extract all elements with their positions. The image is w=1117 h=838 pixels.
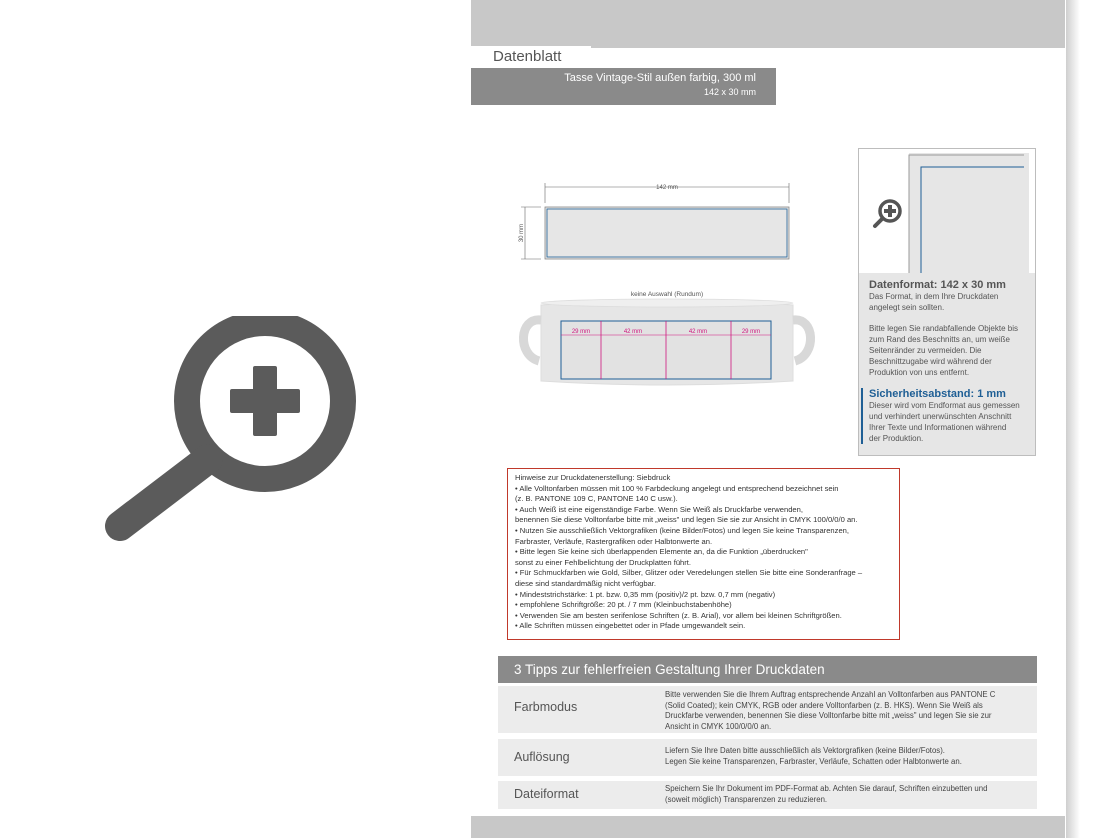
mug-handle-right xyxy=(793,320,811,361)
bleed-text-3: Seitenränder zu vermeiden. Die xyxy=(869,346,982,355)
product-name: Tasse Vintage-Stil außen farbig, 300 ml xyxy=(564,72,756,84)
mug-handle-left xyxy=(523,320,541,361)
segment-label-4: 29 mm xyxy=(741,329,761,335)
tip-text-line: Legen Sie keine Transparenzen, Farbraster, Verläufe, Schatten oder Halbtonwerte an. xyxy=(665,756,962,766)
bleed-text-4: Beschnittzugabe wird während der xyxy=(869,357,992,366)
tip-label: Auflösung xyxy=(514,750,570,764)
tip-text xyxy=(665,690,1025,732)
tip-row-file-format xyxy=(498,781,1037,809)
page-title: Datenblatt xyxy=(471,46,591,68)
tip-text-line: Druckfarbe verwenden, benennen Sie diese Volltonfarbe bitte mit „weiss" und legen Sie sie zur xyxy=(665,711,992,720)
safety-section xyxy=(861,388,1025,444)
tip-text xyxy=(665,784,1025,805)
hint-line: benennen Sie diese Volltonfarbe bitte mit „weiss" und legen Sie sie zur Ansicht in CMYK 100/0/0/0 an. xyxy=(515,515,858,525)
bleed-text-2: zum Rand des Beschnitts an, um weiße xyxy=(869,335,1010,344)
safety-text-3: Ihrer Texte und Informationen während xyxy=(869,423,1007,432)
tip-label: Farbmodus xyxy=(514,700,578,714)
hint-line: • Nutzen Sie ausschließlich Vektorgrafiken (keine Bilder/Fotos) und legen Sie keine Transparenzen, xyxy=(515,525,850,535)
tip-text xyxy=(665,746,1025,767)
segment-label-1: 29 mm xyxy=(571,329,591,335)
bleed-text-1: Bitte legen Sie randabfallende Objekte bis xyxy=(869,324,1018,333)
hint-line: • Verwenden Sie am besten serifenlose Schriften (z. B. Arial), vor allem bei kleinen Schriftgrößen. xyxy=(515,610,842,620)
format-info xyxy=(859,273,1035,455)
data-format-box xyxy=(858,148,1036,456)
print-hints-box xyxy=(507,468,900,640)
safety-text-4: der Produktion. xyxy=(869,434,924,443)
height-label: 30 mm xyxy=(519,223,525,243)
corner-preview xyxy=(859,149,1035,273)
format-text-2: angelegt sein sollten. xyxy=(869,303,945,312)
tip-text-line: Liefern Sie Ihre Daten bitte ausschließlich als Vektorgrafiken (keine Bilder/Fotos). xyxy=(665,746,945,755)
print-area-rect xyxy=(545,207,789,259)
tip-row-color-mode xyxy=(498,686,1037,733)
hint-line: • Bitte legen Sie keine sich überlappenden Elemente an, da die Funktion „überdrucken" xyxy=(515,547,808,557)
product-bar xyxy=(471,68,776,105)
hint-line: • empfohlene Schriftgröße: 20 pt. / 7 mm (Kleinbuchstabenhöhe) xyxy=(515,600,732,610)
tip-text-line: (Solid Coated); kein CMYK, RGB oder andere Volltonfarben (z. B. HKS). Wenn Sie Weiß als xyxy=(665,700,983,710)
tip-text-line: Bitte verwenden Sie die Ihrem Auftrag entsprechende Anzahl an Volltonfarben aus PANTONE C xyxy=(665,690,996,699)
hint-line: • Mindeststrichstärke: 1 pt. bzw. 0,35 mm (positiv)/2 pt. bzw. 0,7 mm (negativ) xyxy=(515,589,776,599)
product-size: 142 x 30 mm xyxy=(703,87,756,97)
bottom-band xyxy=(471,816,1065,838)
tip-text-line: (soweit möglich) Transparenzen zu reduzieren. xyxy=(665,794,828,804)
safety-title: Sicherheitsabstand: 1 mm xyxy=(869,388,1006,400)
hint-line: sonst zu einer Fehlbelichtung der Druckplatten führt. xyxy=(515,557,692,567)
safety-text-2: und verhindert unerwünschten Anschnitt xyxy=(869,412,1012,421)
tip-text-line: Speichern Sie Ihr Dokument im PDF-Format ab. Achten Sie darauf, Schriften einzubetten und xyxy=(665,784,988,793)
hint-line: • Alle Volltonfarben müssen mit 100 % Farbdeckung angelegt und entsprechend bezeichnet sein xyxy=(515,483,839,493)
zoom-in-small-icon[interactable] xyxy=(871,197,905,231)
hint-line: Farbraster, Verläufe, Rastergrafiken oder Halbtonwerte an. xyxy=(515,536,713,546)
segment-label-2: 42 mm xyxy=(623,329,643,335)
print-area-diagram xyxy=(511,175,821,395)
hint-line: • Für Schmuckfarben wie Gold, Silber, Glitzer oder Veredelungen stellen Sie bitte eine Sonderanfrage – xyxy=(515,568,863,578)
tip-row-resolution xyxy=(498,739,1037,776)
zoom-in-icon[interactable] xyxy=(100,316,360,546)
sheet-shadow xyxy=(1066,0,1080,838)
hint-line: diese sind standardmäßig nicht verfügbar. xyxy=(515,578,656,588)
format-text-1: Das Format, in dem Ihre Druckdaten xyxy=(869,292,999,301)
tips-header: 3 Tipps zur fehlerfreien Gestaltung Ihrer Druckdaten xyxy=(498,656,1037,683)
hint-line: • Alle Schriften müssen eingebettet oder in Pfade umgewandelt sein. xyxy=(515,621,746,631)
hint-line: Hinweise zur Druckdatenerstellung: Siebdruck xyxy=(515,473,671,482)
segment-label-3: 42 mm xyxy=(688,329,708,335)
selection-note: keine Auswahl (Rundum) xyxy=(630,291,704,298)
hint-line: (z. B. PANTONE 109 C, PANTONE 140 C usw.). xyxy=(515,494,678,504)
top-band xyxy=(471,0,1065,48)
format-title: Datenformat: 142 x 30 mm xyxy=(869,279,1006,291)
datasheet-page xyxy=(471,0,1065,838)
width-label: 142 mm xyxy=(656,185,678,191)
bleed-text-5: Produktion von uns entfernt. xyxy=(869,368,970,377)
safety-text-1: Dieser wird vom Endformat aus gemessen xyxy=(869,401,1020,410)
hint-line: • Auch Weiß ist eine eigenständige Farbe. Wenn Sie Weiß als Druckfarbe verwenden, xyxy=(515,504,803,514)
tip-label: Dateiformat xyxy=(514,787,579,801)
tip-text-line: Ansicht in CMYK 100/0/0/0 an. xyxy=(665,721,772,731)
